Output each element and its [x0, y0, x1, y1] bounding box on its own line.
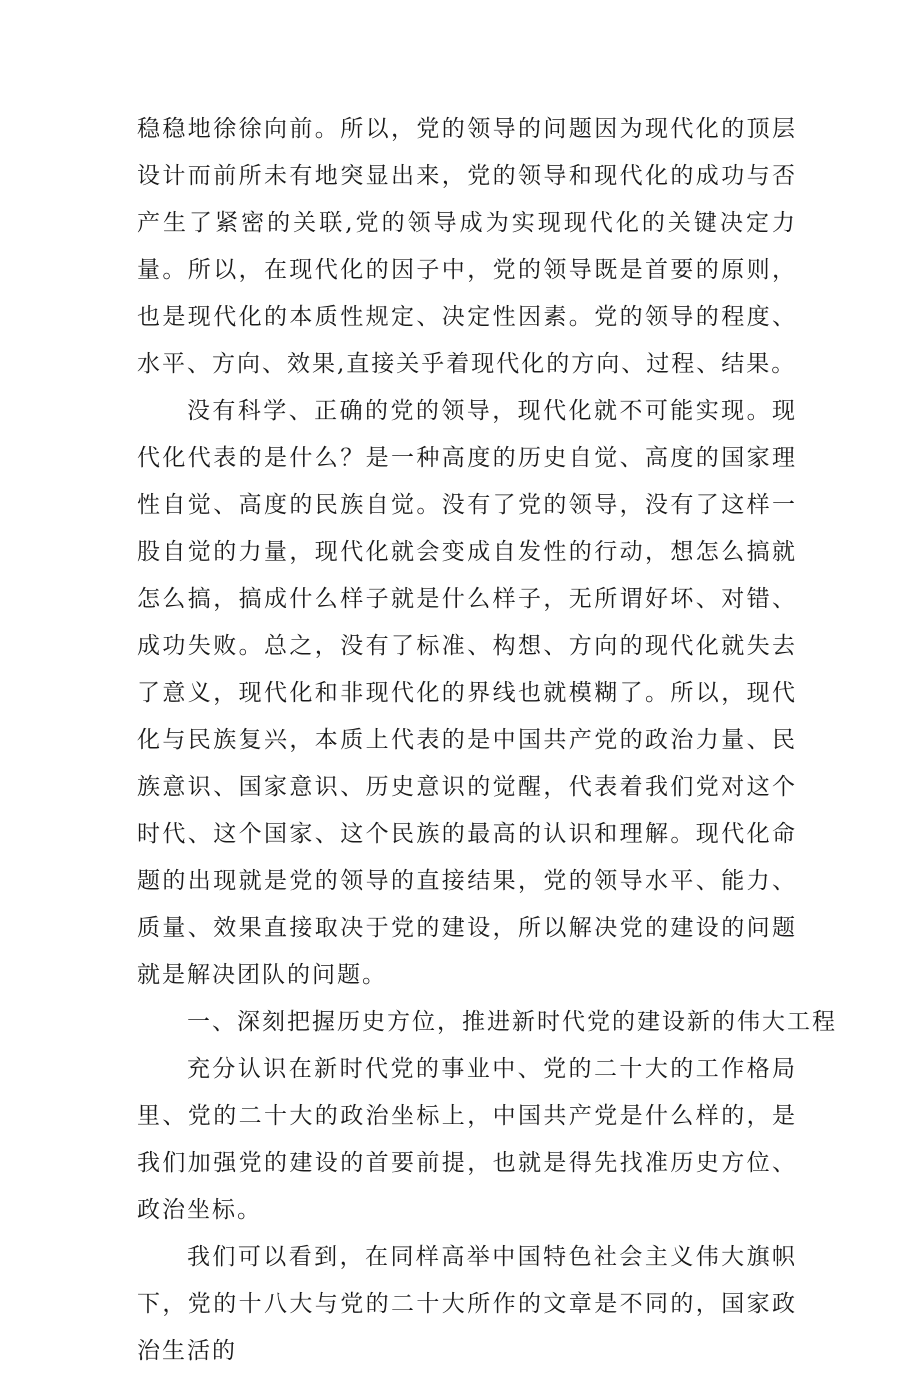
paragraph-2: 没有科学、正确的党的领导，现代化就不可能实现。现代化代表的是什么？是一种高度的历史自觉、高度的国家理性自觉、高度的民族自觉。没有了党的领导，没有了这样一股自觉的力量，现代化就会变成自发性的行动，想怎么搞就怎么搞，搞成什么样子就是什么样子，无所谓好坏、对错、成功失败。总之，没有了标准、构想、方向的现代化就失去了意义，现代化和非现代化的界线也就模糊了。所以，现代化与民族复兴，本质上代表的是中国共产党的政治力量、民族意识、国家意识、历史意识的觉醒，代表着我们党对这个时代、这个国家、这个民族的最高的认识和理解。现代化命题的出现就是党的领导的直接结果，党的领导水平、能力、质量、效果直接取决于党的建设，所以解决党的建设的问题就是解决团队的问题。 [137, 398, 797, 988]
paragraph-1: 稳稳地徐徐向前。所以，党的领导的问题因为现代化的顶层设计而前所未有地突显出来，党的领导和现代化的成功与否产生了紧密的关联,党的领导成为实现现代化的关键决定力量。所以，在现代化的因子中，党的领导既是首要的原则，也是现代化的本质性规定、决定性因素。党的领导的程度、水平、方向、效果,直接关乎着现代化的方向、过程、结果。 [137, 116, 797, 377]
document-body [137, 106, 837, 1375]
section-heading: 一、深刻把握历史方位，推进新时代党的建设新的伟大工程 [187, 1009, 837, 1035]
paragraph-3: 充分认识在新时代党的事业中、党的二十大的工作格局里、党的二十大的政治坐标上，中国共产党是什么样的，是我们加强党的建设的首要前提，也就是得先找准历史方位、政治坐标。 [137, 1056, 797, 1223]
paragraph-4: 我们可以看到，在同样高举中国特色社会主义伟大旗帜下，党的十八大与党的二十大所作的文章是不同的，国家政治生活的 [137, 1244, 797, 1364]
